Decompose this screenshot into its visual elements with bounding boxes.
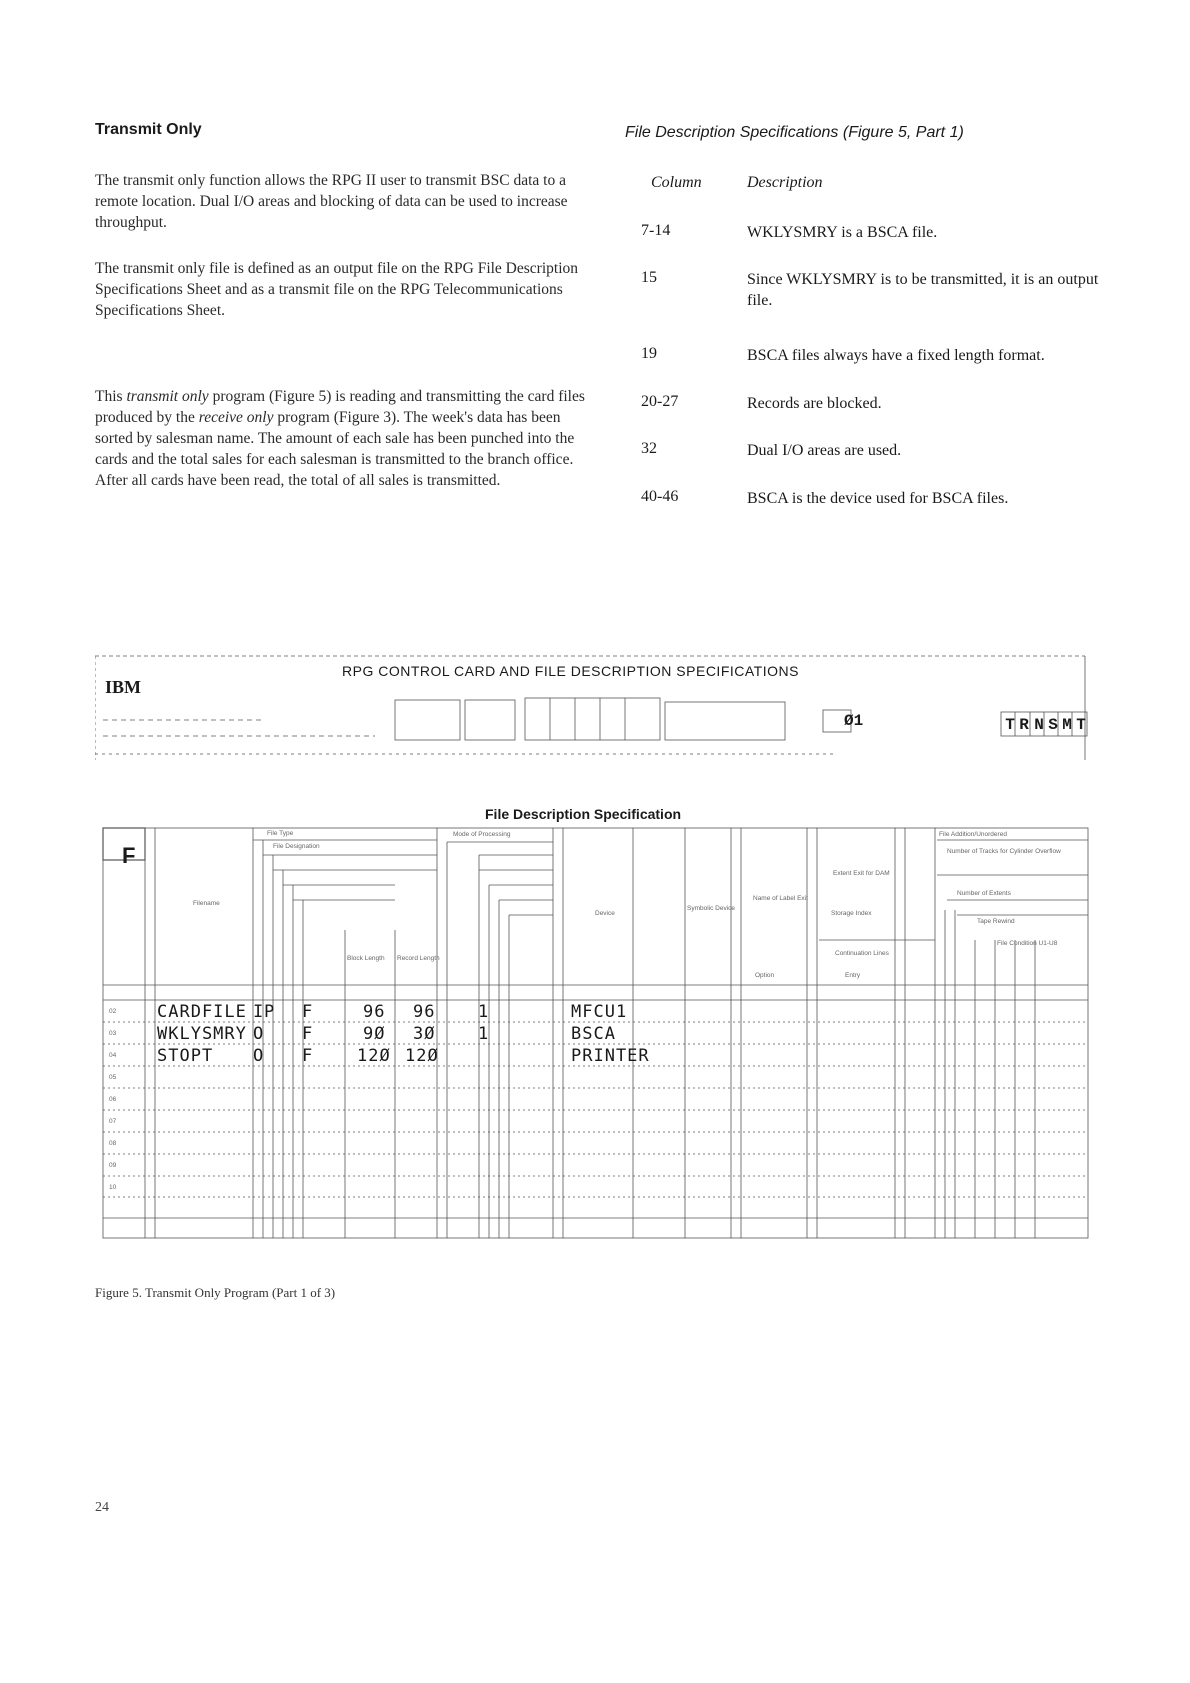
- entry-file-type: I: [253, 1002, 265, 1022]
- form-title: RPG CONTROL CARD AND FILE DESCRIPTION SPECIFICATIONS: [342, 663, 799, 679]
- label-file-type: File Type: [267, 830, 294, 837]
- spec-column: 15: [641, 269, 657, 286]
- label-device: Device: [595, 910, 615, 917]
- description-header: Description: [747, 174, 823, 191]
- program-id-char: N: [1034, 716, 1044, 734]
- page-number-field: Ø1: [844, 712, 864, 730]
- program-id-char: M: [1062, 716, 1072, 734]
- spec-heading: File Description Specifications (Figure 5, Part 1): [625, 124, 964, 141]
- entry-file-designation: P: [264, 1002, 276, 1022]
- entry-file-format: F: [302, 1046, 314, 1066]
- entry-filename: CARDFILE: [157, 1002, 247, 1022]
- label-number-extents: Number of Extents: [957, 890, 1011, 897]
- form-type-letter: F: [122, 843, 136, 868]
- line-number: 05: [109, 1074, 117, 1081]
- paragraph-definition: The transmit only file is defined as an output file on the RPG File Description Specifications Sheet and as a transmit file on the RPG Telecommunications Specifications Sheet.: [95, 260, 578, 319]
- spec-description: Since WKLYSMRY is to be transmitted, it is an output file.: [747, 271, 1099, 309]
- form-grid: [95, 650, 1095, 1250]
- line-number: 10: [109, 1184, 117, 1191]
- entry-device: PRINTER: [571, 1046, 650, 1066]
- entry-file-format: F: [302, 1024, 314, 1044]
- line-number: 04: [109, 1052, 117, 1059]
- spec-column: 19: [641, 345, 657, 362]
- entry-mode: 1: [478, 1024, 490, 1044]
- line-number: 03: [109, 1030, 117, 1037]
- entry-device: MFCU1: [571, 1002, 628, 1022]
- label-record-length: Record Length: [397, 955, 440, 962]
- ibm-logo: IBM: [105, 677, 141, 697]
- label-symbolic-device: Symbolic Device: [687, 905, 736, 912]
- spec-description: BSCA is the device used for BSCA files.: [747, 490, 1009, 507]
- label-continuation-lines: Continuation Lines: [835, 950, 889, 957]
- spec-description: BSCA files always have a fixed length format.: [747, 347, 1045, 364]
- label-filename: Filename: [193, 900, 220, 907]
- paragraph-program: This transmit only program (Figure 5) is reading and transmitting the card files produced by the receive only program (Figure 3). The week's data has been sorted by salesman name. The amount of each sale has been punched into the cards and the total sales for each salesman is transmitted to the branch office. After all cards have been read, the total of all sales is transmitted.: [95, 388, 585, 489]
- rpg-spec-form: [95, 650, 1095, 1250]
- label-mode: Mode of Processing: [453, 831, 511, 838]
- entry-filename: WKLYSMRY: [157, 1024, 247, 1044]
- program-id-char: S: [1048, 716, 1058, 734]
- spec-column: 40-46: [641, 488, 679, 505]
- page-number: 24: [95, 1500, 109, 1515]
- line-number: 02: [109, 1008, 117, 1015]
- entry-file-type: O: [253, 1046, 265, 1066]
- entry-device: BSCA: [571, 1024, 616, 1044]
- program-id-char: T: [1005, 716, 1015, 734]
- spec-description: Dual I/O areas are used.: [747, 442, 902, 459]
- entry-filename: STOPT: [157, 1046, 214, 1066]
- entry-mode: 1: [478, 1002, 490, 1022]
- label-number-tracks: Number of Tracks for Cylinder Overflow: [947, 848, 1061, 855]
- line-number: 09: [109, 1162, 117, 1169]
- label-name-of-label-exit: Name of Label Exit: [753, 895, 808, 902]
- entry-block-length: 12Ø: [357, 1046, 391, 1066]
- entry-block-length: 96: [363, 1002, 386, 1022]
- spec-description: Records are blocked.: [747, 395, 882, 412]
- label-option: Option: [755, 972, 775, 979]
- spec-column: 7-14: [641, 222, 671, 239]
- label-entry: Entry: [845, 972, 861, 979]
- entry-record-length: 96: [413, 1002, 436, 1022]
- line-number: 08: [109, 1140, 117, 1147]
- label-file-addition: File Addition/Unordered: [939, 831, 1007, 838]
- spec-description: WKLYSMRY is a BSCA file.: [747, 224, 938, 241]
- label-block-length: Block Length: [347, 955, 385, 962]
- spec-column: 20-27: [641, 393, 679, 410]
- label-tape-rewind: Tape Rewind: [977, 918, 1015, 925]
- label-extent-exit: Extent Exit for DAM: [833, 870, 890, 877]
- entry-file-type: O: [253, 1024, 265, 1044]
- label-file-designation: File Designation: [273, 843, 320, 850]
- section-heading: Transmit Only: [95, 121, 202, 138]
- file-description-title: File Description Specification: [485, 806, 682, 822]
- spec-column: 32: [641, 440, 657, 457]
- label-file-condition: File Condition U1-U8: [997, 940, 1058, 947]
- entry-block-length: 9Ø: [363, 1024, 386, 1044]
- entry-file-format: F: [302, 1002, 314, 1022]
- line-number: 06: [109, 1096, 117, 1103]
- entry-record-length: 3Ø: [413, 1024, 436, 1044]
- label-storage-index: Storage Index: [831, 910, 872, 917]
- column-header: Column: [651, 174, 702, 191]
- program-id-char: R: [1019, 716, 1029, 734]
- line-number: 07: [109, 1118, 117, 1125]
- figure-caption: Figure 5. Transmit Only Program (Part 1 of 3): [95, 1285, 336, 1300]
- program-id-char: T: [1076, 716, 1086, 734]
- paragraph-intro: The transmit only function allows the RPG II user to transmit BSC data to a remote location. Dual I/O areas and blocking of data can be used to increase throughput.: [95, 172, 568, 231]
- entry-record-length: 12Ø: [405, 1046, 439, 1066]
